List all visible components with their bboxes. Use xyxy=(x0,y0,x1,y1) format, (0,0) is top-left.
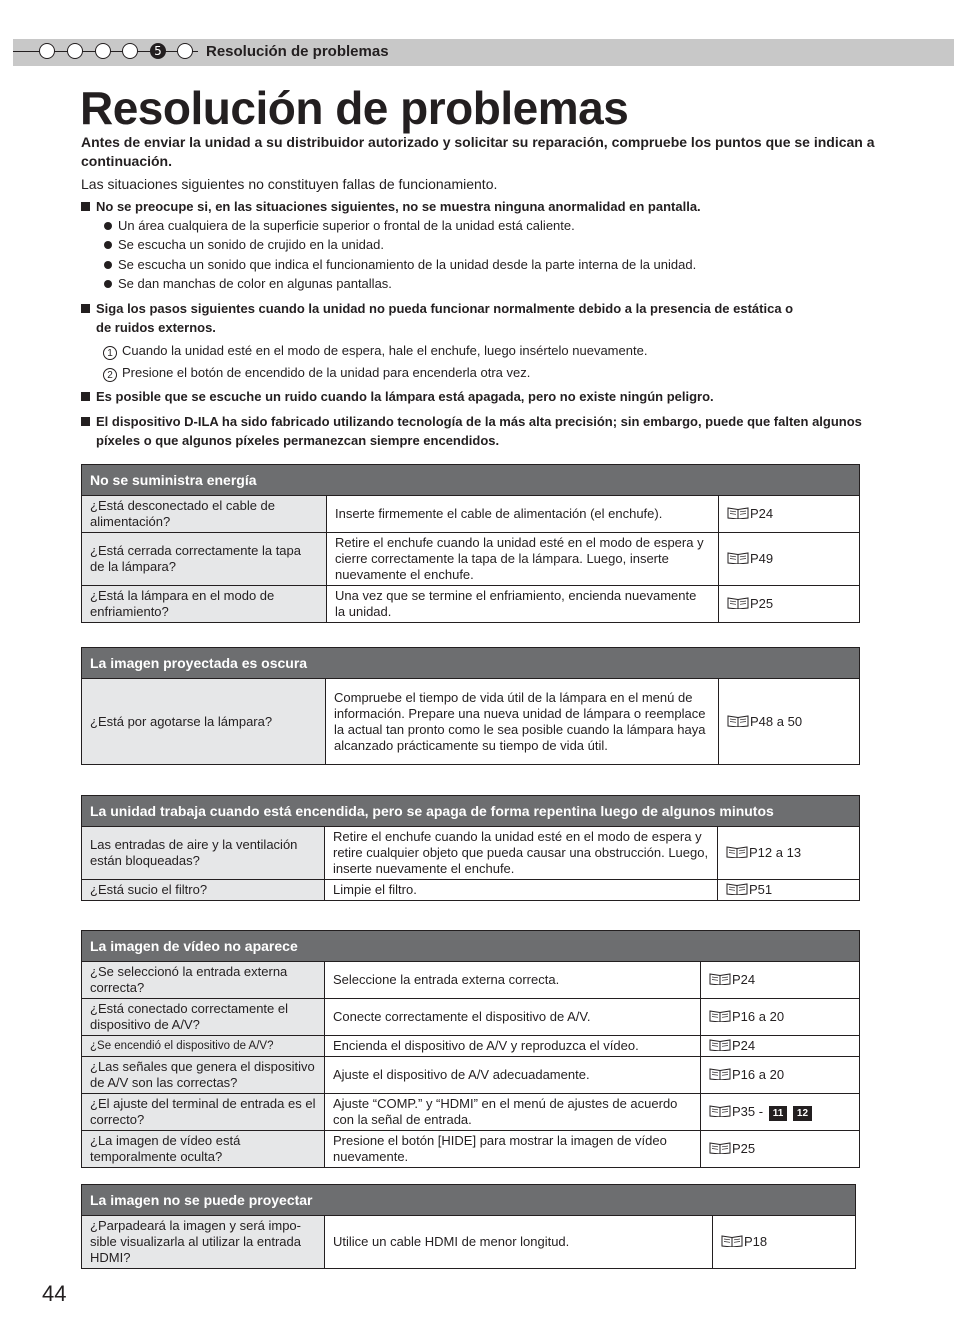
intro-bold-text: Antes de enviar la unidad a su distribuidor autorizado y solicitar su reparación, compruebe los puntos que se indican a continuación. xyxy=(81,134,875,169)
symptom-cell: ¿Parpadeará la imagen y será impo-sible visualizarla al utilizar la entrada HDMI? xyxy=(82,1216,325,1269)
bullet-icon xyxy=(104,241,112,249)
remedy-cell: Ajuste el dispositivo de A/V adecuadamente. xyxy=(325,1057,701,1094)
symptom-cell: ¿Las señales que genera el dispositivo de A/V son las correctas? xyxy=(82,1057,325,1094)
remedy-cell: Utilice un cable HDMI de menor longitud. xyxy=(325,1216,713,1269)
note-3: Es posible que se escuche un ruido cuando la lámpara está apagada, pero no existe ningún peligro. xyxy=(81,387,881,406)
remedy-cell: Retire el enchufe cuando la unidad esté en el modo de espera y retire cualquier objeto que pueda causar una obstrucción. Luego, inserte nuevamente el enchufe. xyxy=(325,827,718,880)
remedy-cell: Conecte correctamente el dispositivo de A/V. xyxy=(325,999,701,1036)
table-heading: La imagen proyectada es oscura xyxy=(82,648,860,679)
table-row xyxy=(82,1036,860,1057)
page-ref-cell: P24 xyxy=(701,962,860,999)
symptom-cell: ¿Está desconectado el cable de alimentación? xyxy=(82,496,327,533)
book-icon xyxy=(709,1142,731,1154)
book-icon xyxy=(726,846,748,858)
circled-number-icon: 1 xyxy=(103,346,117,360)
square-bullet-icon xyxy=(81,304,90,313)
intro-text: Las situaciones siguientes no constituyen fallas de funcionamiento. xyxy=(81,176,498,192)
symptom-cell: ¿Se encendió el dispositivo de A/V? xyxy=(82,1036,325,1057)
troubleshoot-table-cannot-project xyxy=(81,1184,856,1269)
remedy-cell: Ajuste “COMP.” y “HDMI” en el menú de ajustes de acuerdo con la señal de entrada. xyxy=(325,1094,701,1131)
page-ref-cell: P49 xyxy=(719,533,860,586)
book-icon xyxy=(727,507,749,519)
note-1: No se preocupe si, en las situaciones siguientes, no se muestra ninguna anormalidad en pantalla. xyxy=(81,197,881,216)
book-icon xyxy=(709,1068,731,1080)
remedy-cell: Presione el botón [HIDE] para mostrar la imagen de vídeo nuevamente. xyxy=(325,1131,701,1168)
book-icon xyxy=(709,1010,731,1022)
chapter-dot-active: 5 xyxy=(150,43,166,59)
page-ref-cell: P24 xyxy=(719,496,860,533)
chapter-dot-4 xyxy=(122,43,138,59)
table-row xyxy=(82,533,860,586)
square-bullet-icon xyxy=(81,392,90,401)
square-bullet-icon xyxy=(81,417,90,426)
table-row xyxy=(82,679,860,765)
note-1-bullet: Un área cualquiera de la superficie superior o frontal de la unidad está caliente. xyxy=(104,217,575,234)
remedy-cell: Seleccione la entrada externa correcta. xyxy=(325,962,701,999)
book-icon xyxy=(727,552,749,564)
table-row xyxy=(82,827,860,880)
table-row xyxy=(82,999,860,1036)
troubleshoot-table-shutdown xyxy=(81,795,860,901)
page-ref-cell: P48 a 50 xyxy=(719,679,860,765)
page-ref-cell: P18 xyxy=(713,1216,856,1269)
table-row xyxy=(82,1057,860,1094)
square-bullet-icon xyxy=(81,202,90,211)
remedy-cell: Compruebe el tiempo de vida útil de la lámpara en el menú de información. Prepare una nueva unidad de lámpara o reemplace la actual tan pronto como le sea posible cuando la lámpara haya alcanzado prácticamente su tiempo de vida útil. xyxy=(326,679,719,765)
page-ref-cell: P35 - 11 12 xyxy=(701,1094,860,1131)
remedy-cell: Encienda el dispositivo de A/V y reproduzca el vídeo. xyxy=(325,1036,701,1057)
book-icon xyxy=(709,1039,731,1051)
page-title: Resolución de problemas xyxy=(80,82,629,134)
symptom-cell: ¿La imagen de vídeo está temporalmente oculta? xyxy=(82,1131,325,1168)
table-heading: No se suministra energía xyxy=(82,465,860,496)
table-row xyxy=(82,1094,860,1131)
page-ref-cell: P25 xyxy=(701,1131,860,1168)
table-row xyxy=(82,586,860,623)
book-icon xyxy=(709,973,731,985)
bullet-icon xyxy=(104,280,112,288)
page-ref-cell: P16 a 20 xyxy=(701,1057,860,1094)
table-row xyxy=(82,1216,856,1269)
book-icon xyxy=(709,1105,731,1117)
bullet-icon xyxy=(104,222,112,230)
chapter-dot-2 xyxy=(67,43,83,59)
page-ref-cell: P25 xyxy=(719,586,860,623)
book-icon xyxy=(721,1235,743,1247)
remedy-cell: Inserte firmemente el cable de alimentación (el enchufe). xyxy=(327,496,719,533)
table-heading: La unidad trabaja cuando está encendida, pero se apaga de forma repentina luego de algunos minutos xyxy=(82,796,860,827)
header-section-title: Resolución de problemas xyxy=(206,43,389,60)
chapter-dot-6 xyxy=(177,43,193,59)
table-row xyxy=(82,1131,860,1168)
symptom-cell: ¿Está la lámpara en el modo de enfriamiento? xyxy=(82,586,327,623)
symptom-cell: ¿Está sucio el filtro? xyxy=(82,880,325,901)
book-icon xyxy=(726,883,748,895)
table-row xyxy=(82,962,860,999)
symptom-cell: ¿El ajuste del terminal de entrada es el correcto? xyxy=(82,1094,325,1131)
book-icon xyxy=(727,597,749,609)
table-heading: La imagen de vídeo no aparece xyxy=(82,931,860,962)
table-row xyxy=(82,880,860,901)
page-number: 44 xyxy=(42,1281,67,1306)
symptom-cell: ¿Está cerrada correctamente la tapa de la lámpara? xyxy=(82,533,327,586)
table-heading: La imagen no se puede proyectar xyxy=(82,1185,856,1216)
remedy-cell: Limpie el filtro. xyxy=(325,880,718,901)
chapter-dot-3 xyxy=(95,43,111,59)
note-4: El dispositivo D-ILA ha sido fabricado utilizando tecnología de la más alta precisión; sin embargo, puede que falten algunos píxeles o que algunos píxeles permanezcan siempre encendidos. xyxy=(81,412,881,450)
page-ref-cell: P16 a 20 xyxy=(701,999,860,1036)
circled-number-icon: 2 xyxy=(103,368,117,382)
chapter-dot-1 xyxy=(39,43,55,59)
page-ref-cell: P12 a 13 xyxy=(718,827,860,880)
troubleshoot-table-dark-image xyxy=(81,647,860,765)
symptom-cell: ¿Se seleccionó la entrada externa correcta? xyxy=(82,962,325,999)
note-2-step: 2 Presione el botón de encendido de la unidad para encenderla otra vez. xyxy=(103,364,530,382)
page-ref-cell: P24 xyxy=(701,1036,860,1057)
symptom-cell: ¿Está por agotarse la lámpara? xyxy=(82,679,326,765)
note-1-bullet: Se escucha un sonido de crujido en la unidad. xyxy=(104,236,384,253)
bullet-icon xyxy=(104,261,112,269)
troubleshoot-table-no-video xyxy=(81,930,860,1168)
book-icon xyxy=(727,715,749,727)
remedy-cell: Retire el enchufe cuando la unidad esté en el modo de espera y cierre correctamente la tapa de la lámpara. Luego, inserte nuevamente el enchufe. xyxy=(327,533,719,586)
symptom-cell: ¿Está conectado correctamente el dispositivo de A/V? xyxy=(82,999,325,1036)
symptom-cell: Las entradas de aire y la ventilación están bloqueadas? xyxy=(82,827,325,880)
note-1-bullet: Se dan manchas de color en algunas pantallas. xyxy=(104,275,392,292)
menu-number-badge: 12 xyxy=(793,1106,812,1121)
note-1-bullet: Se escucha un sonido que indica el funcionamiento de la unidad desde la parte interna de la unidad. xyxy=(104,256,696,273)
note-2: Siga los pasos siguientes cuando la unidad no pueda funcionar normalmente debido a la presencia de estática o de ruidos externos. xyxy=(81,299,801,337)
page-ref-cell: P51 xyxy=(718,880,860,901)
table-row xyxy=(82,496,860,533)
menu-number-badge: 11 xyxy=(769,1106,788,1121)
note-2-step: 1 Cuando la unidad esté en el modo de espera, hale el enchufe, luego insértelo nuevamente. xyxy=(103,342,647,360)
troubleshoot-table-power xyxy=(81,464,860,623)
remedy-cell: Una vez que se termine el enfriamiento, encienda nuevamente la unidad. xyxy=(327,586,719,623)
